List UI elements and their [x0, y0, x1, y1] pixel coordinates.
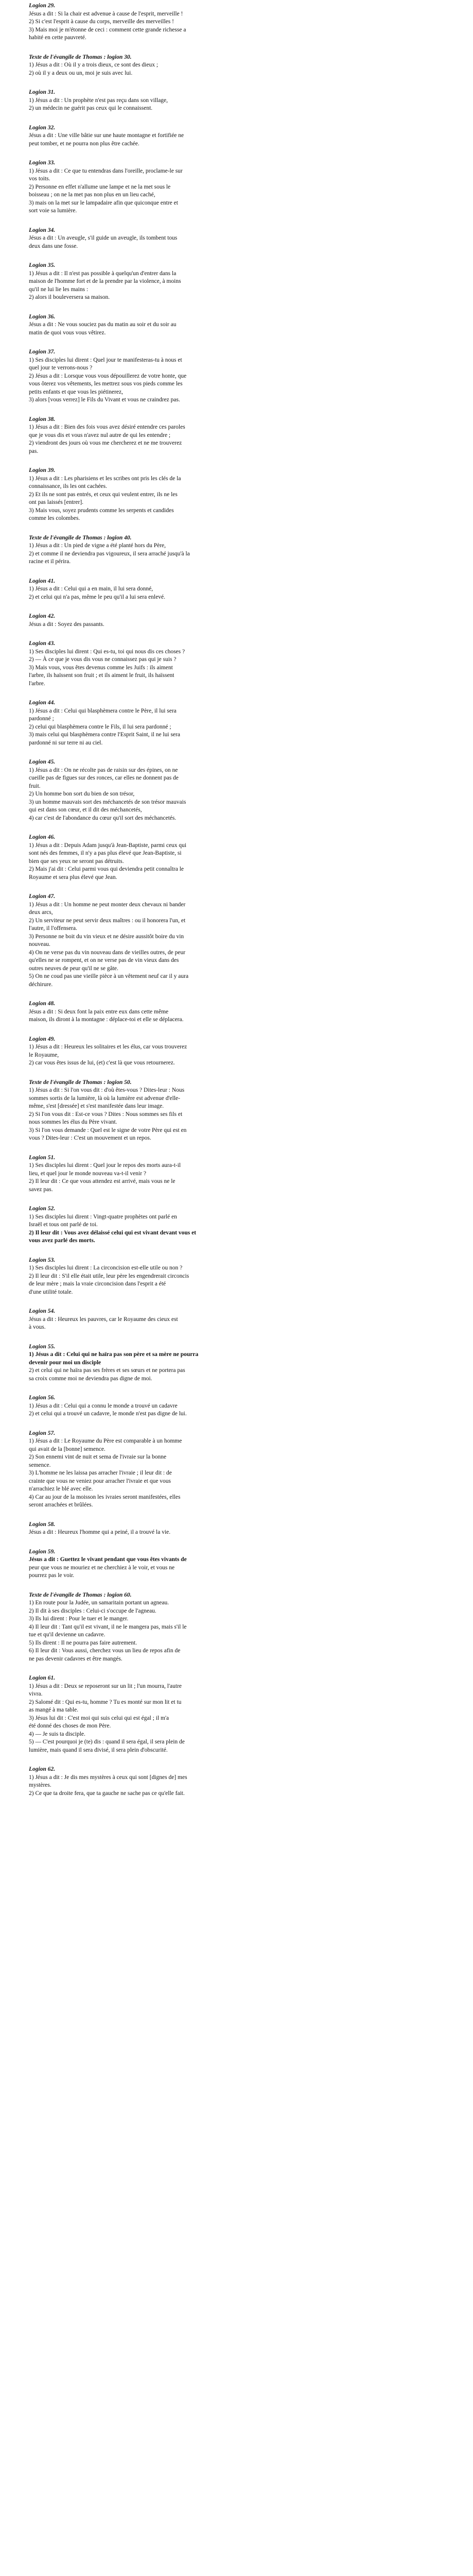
- logion-line: quel jour te verrons-nous ?: [29, 365, 93, 371]
- logion-line: ne pas devenir cadavres et être mangés.: [29, 1655, 122, 1662]
- logion-block: [29, 467, 448, 523]
- logion-title: Logion 29.: [29, 3, 56, 9]
- logion-block: [29, 124, 448, 148]
- logion-line: vous ? Dites-leur : C'est un mouvement et un repos.: [29, 1135, 151, 1141]
- logion-line: deux arcs,: [29, 909, 53, 916]
- logion-title: Logion 61.: [29, 1675, 56, 1681]
- logion-title: Logion 36.: [29, 313, 56, 320]
- logion-block: [29, 1205, 448, 1245]
- logion-line: 1) Jésus a dit : Depuis Adam jusqu'à Jean-Baptiste, parmi ceux qui: [29, 842, 187, 849]
- logion-line: n'arrachiez le blé avec elle.: [29, 1486, 93, 1492]
- logion-line: 1) Jésus a dit : Ce que tu entendras dans l'oreille, proclame-le sur: [29, 167, 183, 174]
- logion-line: mystères.: [29, 1782, 51, 1788]
- logion-line: bien que ses yeux ne seront pas détruits.: [29, 858, 124, 865]
- logion-line: 1) Jésus a dit : Celui qui ne haïra pas son père et sa mère ne pourra: [29, 1351, 199, 1358]
- logion-title: Logion 59.: [29, 1548, 56, 1555]
- logion-line: 1) Ses disciples lui dirent : Qui es-tu, toi qui nous dis ces choses ?: [29, 648, 185, 655]
- logion-line: Jésus a dit : Si la chair est advenue à cause de l'esprit, merveille !: [29, 10, 183, 17]
- logion-line: 3) L'homme ne les laissa pas arracher l'ivraie ; il leur dit : de: [29, 1470, 172, 1476]
- logion-block: [29, 1308, 448, 1332]
- logion-line: 4) On ne verse pas du vin nouveau dans de vieilles outres, de peur: [29, 949, 186, 956]
- logion-line: pourrez pas le voir.: [29, 1572, 75, 1579]
- logion-block: [29, 1154, 448, 1194]
- logion-line: 2) alors il bouleversera sa maison.: [29, 294, 110, 300]
- logion-block: [29, 834, 448, 882]
- logion-line: 2) où il y a deux ou un, moi je suis avec lui.: [29, 70, 133, 76]
- logion-line: l'arbre, ils haïssent son fruit ; et ils aiment le fruit, ils haïssent: [29, 672, 174, 679]
- logion-line: 2) car vous êtes issus de lui, (et) c'est là que vous retournerez.: [29, 1060, 175, 1066]
- logion-line: 2) celui qui blasphèmera contre le Fils, il lui sera pardonné ;: [29, 723, 171, 730]
- logion-line: sommes sortis de la lumière, là où la lumière est advenue d'elle-: [29, 1095, 180, 1101]
- logion-block: [29, 313, 448, 337]
- logion-line: tue et qu'il devienne un cadavre.: [29, 1632, 106, 1638]
- logion-line: maison, ils diront à la montagne : déplace-toi et elle se déplacera.: [29, 1016, 184, 1023]
- logion-line: 6) Il leur dit : Vous aussi, cherchez vous un lieu de repos afin de: [29, 1648, 181, 1654]
- logion-line: comme les colombes.: [29, 515, 80, 521]
- logion-line: savez pas.: [29, 1186, 53, 1193]
- logion-line: 1) Ses disciples lui dirent : Quel jour te manifesteras-tu à nous et: [29, 357, 182, 363]
- logion-line: 2) Ce que ta droite fera, que ta gauche ne sache pas ce qu'elle fait.: [29, 1790, 185, 1797]
- logion-title: Logion 39.: [29, 467, 56, 473]
- logion-line: 2) et celui qui n'a pas, même le peu qu'il a lui sera enlevé.: [29, 594, 166, 600]
- logion-line: 3) mais on la met sur le lampadaire afin que quiconque entre et: [29, 199, 178, 206]
- logion-block: [29, 1591, 448, 1664]
- logion-line: 2) Et ils ne sont pas entrés, et ceux qui veulent entrer, ils ne les: [29, 491, 178, 498]
- logion-line: été donné des choses de mon Père.: [29, 1723, 111, 1729]
- logion-title: Logion 42.: [29, 613, 56, 619]
- logion-line: fruit.: [29, 783, 41, 789]
- logion-line: Israël et tous ont parlé de toi.: [29, 1222, 98, 1228]
- logion-line: 3) Mais vous, vous êtes devenus comme les Juifs : ils aiment: [29, 664, 173, 671]
- logion-line: 4) Il leur dit : Tant qu'il est vivant, il ne le mangera pas, mais s'il le: [29, 1623, 187, 1630]
- logion-line: 3) un homme mauvais sort des méchancetés de son trésor mauvais: [29, 799, 186, 805]
- logion-title: Logion 31.: [29, 89, 56, 95]
- logion-line: 2) et comme il ne deviendra pas vigoureux, il sera arraché jusqu'à la: [29, 550, 190, 557]
- logion-title: Texte de l'évangile de Thomas : logion 40.: [29, 534, 132, 541]
- logion-line: 2) Jésus a dit : Lorsque vous vous dépouillerez de votre honte, que: [29, 372, 187, 379]
- logion-line: 1) Jésus a dit : Celui qui a en main, il lui sera donné,: [29, 586, 153, 592]
- logion-line: l'autre, il l'offensera.: [29, 925, 77, 931]
- logion-line: le Royaume,: [29, 1052, 59, 1058]
- logion-block: [29, 699, 448, 747]
- logion-block: [29, 227, 448, 251]
- logion-line: 4) Car au jour de la moisson les ivraies seront manifestées, elles: [29, 1494, 181, 1500]
- logion-line: qu'il ne lui lie les mains :: [29, 286, 89, 293]
- logion-line: deux dans une fosse.: [29, 243, 78, 249]
- logion-line: pardonné ;: [29, 716, 54, 722]
- logion-line: 5) On ne coud pas une vieille pièce à un vêtement neuf car il y aura: [29, 973, 189, 979]
- logion-line: sa croix comme moi ne deviendra pas digne de moi.: [29, 1375, 152, 1382]
- logion-line: 1) Jésus a dit : Où il y a trois dieux, ce sont des dieux ;: [29, 62, 159, 68]
- logion-line: Jésus a dit : Si deux font la paix entre eux dans cette même: [29, 1008, 169, 1015]
- logion-line: petits enfants et que vous les piétinerez,: [29, 388, 123, 395]
- logion-title: Logion 35.: [29, 262, 56, 268]
- logion-line: 1) Jésus a dit : Bien des fois vous avez désiré entendre ces paroles: [29, 424, 185, 430]
- logion-line: à vous.: [29, 1324, 46, 1330]
- logion-title: Logion 46.: [29, 834, 56, 840]
- logion-title: Logion 37.: [29, 349, 56, 355]
- logion-line: même, s'est [dressée] et s'est manifestée dans leur image.: [29, 1103, 164, 1109]
- logion-title: Logion 62.: [29, 1766, 56, 1772]
- logion-line: 3) alors [vous verrez] le Fils du Vivant et vous ne craindrez pas.: [29, 397, 180, 403]
- logion-line: l'arbre.: [29, 680, 45, 687]
- logion-title: Logion 47.: [29, 893, 56, 900]
- logion-line: ont pas laissés [entrer].: [29, 499, 84, 505]
- logion-title: Logion 45.: [29, 759, 56, 765]
- logion-title: Logion 48.: [29, 1001, 56, 1007]
- logion-block: [29, 262, 448, 302]
- logion-line: 1) Jésus a dit : Heureux les solitaires et les élus, car vous trouverez: [29, 1044, 187, 1050]
- logion-line: 1) Jésus a dit : Il n'est pas possible à quelqu'un d'entrer dans la: [29, 270, 177, 277]
- logion-title: Logion 38.: [29, 416, 56, 422]
- logion-line: Royaume et sera plus élevé que Jean.: [29, 874, 117, 880]
- logion-line: de leur mère ; mais la vraie circoncision dans l'esprit a été: [29, 1281, 166, 1287]
- logion-block: [29, 613, 448, 629]
- logion-line: sont nés des femmes, il n'y a pas plus élevé que Jean-Baptiste, si: [29, 850, 182, 856]
- logion-line: seront arrachées et brûlées.: [29, 1502, 93, 1508]
- logion-block: [29, 1000, 448, 1024]
- logion-line: 2) un médecin ne guérit pas ceux qui le connaissent.: [29, 105, 153, 111]
- logion-title: Texte de l'évangile de Thomas : logion 50.: [29, 1079, 132, 1086]
- logion-line: 2) Mais j'ai dit : Celui parmi vous qui deviendra petit connaîtra le: [29, 866, 184, 872]
- logion-line: pas.: [29, 448, 39, 454]
- logion-block: [29, 1430, 448, 1510]
- logion-block: [29, 640, 448, 688]
- logion-title: Logion 49.: [29, 1036, 56, 1042]
- logion-line: devenir pour moi un disciple: [29, 1359, 101, 1366]
- logion-line: 2) Il dit à ses disciples : Celui-ci s'occupe de l'agneau.: [29, 1607, 156, 1614]
- logion-line: 2) Un homme bon sort du bien de son trésor,: [29, 791, 135, 797]
- logion-title: Logion 34.: [29, 227, 56, 233]
- logion-title: Logion 58.: [29, 1521, 56, 1528]
- logion-line: 2) Il leur dit : Vous avez délaissé celui qui est vivant devant vous et: [29, 1229, 196, 1236]
- logion-line: 2) Son ennemi vint de nuit et sema de l'ivraie sur la bonne: [29, 1454, 167, 1460]
- logion-block: [29, 758, 448, 822]
- logion-line: 4) car c'est de l'abondance du cœur qu'il sort des méchancetés.: [29, 815, 177, 821]
- logion-title: Logion 51.: [29, 1154, 56, 1161]
- logion-block: [29, 578, 448, 602]
- logion-title: Logion 43.: [29, 640, 56, 647]
- logion-line: 2) Il leur dit : Ce que vous attendez est arrivé, mais vous ne le: [29, 1178, 176, 1184]
- logion-line: lumière, mais quand il sera divisé, il sera plein d'obscurité.: [29, 1747, 168, 1753]
- logion-line: 2) Personne en effet n'allume une lampe et ne la met sous le: [29, 183, 171, 190]
- logion-block: [29, 1257, 448, 1297]
- logion-line: 2) Salomé dit : Qui es-tu, homme ? Tu es monté sur mon lit et tu: [29, 1699, 182, 1705]
- logion-line: 3) Si l'on vous demande : Quel est le signe de votre Père qui est en: [29, 1127, 187, 1133]
- logion-line: 1) Jésus a dit : Deux se reposeront sur un lit ; l'un mourra, l'autre: [29, 1683, 182, 1689]
- logion-block: [29, 1036, 448, 1067]
- logion-block: [29, 534, 448, 566]
- logion-line: 3) mais celui qui blasphèmera contre l'Esprit Saint, il ne lui sera: [29, 732, 180, 738]
- logion-line: 1) Ses disciples lui dirent : La circoncision est-elle utile ou non ?: [29, 1265, 183, 1271]
- logion-block: [29, 89, 448, 113]
- logion-block: [29, 348, 448, 404]
- logion-line: racine et il périra.: [29, 558, 71, 565]
- logion-block: [29, 54, 448, 78]
- logion-title: Logion 41.: [29, 578, 56, 584]
- logion-line: crainte que vous ne veniez pour arracher l'ivraie et que vous: [29, 1478, 171, 1484]
- logion-title: Logion 32.: [29, 124, 56, 131]
- logion-line: 2) Il leur dit : S'il elle était utile, leur père les engendrerait circoncis: [29, 1273, 189, 1279]
- logion-line: 2) Un serviteur ne peut servir deux maîtres : ou il honorera l'un, et: [29, 917, 186, 924]
- logion-line: 1) Jésus a dit : Un prophète n'est pas reçu dans son village,: [29, 97, 168, 104]
- logion-line: Jésus a dit : Une ville bâtie sur une haute montagne et fortifiée ne: [29, 132, 184, 139]
- logion-line: Jésus a dit : Soyez des passants.: [29, 621, 104, 628]
- logion-line: 5) — C'est pourquoi je (te) dis : quand il sera égal, il sera plein de: [29, 1739, 185, 1745]
- logion-line: Jésus a dit : Guettez le vivant pendant que vous êtes vivants de: [29, 1556, 187, 1563]
- logion-line: cueille pas de figues sur des ronces, car elles ne donnent pas de: [29, 775, 179, 781]
- logion-line: semence.: [29, 1462, 51, 1468]
- logion-line: 4) — Je suis ta disciple.: [29, 1731, 85, 1737]
- logion-block: [29, 416, 448, 456]
- logion-line: connaissance, ils les ont cachées.: [29, 483, 107, 489]
- logion-line: 3) Jésus lui dit : C'est moi qui suis celui qui est égal ; il m'a: [29, 1715, 169, 1721]
- logion-line: matin de quoi vous vous vêtirez.: [29, 329, 106, 336]
- logion-line: 2) et celui qui ne haïra pas ses frères et ses sœurs et ne portera pas: [29, 1367, 185, 1374]
- logion-block: [29, 1674, 448, 1754]
- logion-block: [29, 893, 448, 989]
- logion-line: Jésus a dit : Un aveugle, s'il guide un aveugle, ils tombent tous: [29, 235, 178, 241]
- logion-block: [29, 1548, 448, 1580]
- logion-line: 1) En route pour la Judée, un samaritain portant un agneau.: [29, 1600, 169, 1606]
- logion-title: Logion 52.: [29, 1206, 56, 1212]
- logion-title: Texte de l'évangile de Thomas : logion 30.: [29, 54, 132, 60]
- logion-line: 1) Jésus a dit : Un pied de vigne a été planté hors du Père,: [29, 543, 166, 549]
- logion-line: 1) Jésus a dit : Si l'on vous dit : d'où êtes-vous ? Dites-leur : Nous: [29, 1087, 185, 1093]
- logion-line: 1) Jésus a dit : Je dis mes mystères à ceux qui sont [dignes de] mes: [29, 1774, 187, 1781]
- logion-title: Logion 54.: [29, 1308, 56, 1314]
- logion-line: 3) Mais vous, soyez prudents comme les serpents et candides: [29, 507, 174, 514]
- logion-line: lieu, et quel jour le monde nouveau va-t-il venir ?: [29, 1170, 147, 1177]
- logion-title: Texte de l'évangile de Thomas : logion 60.: [29, 1591, 132, 1598]
- logion-line: que je vous dis et vous n'avez nul autre de qui les entendre ;: [29, 432, 171, 438]
- logion-line: sort voie sa lumière.: [29, 208, 77, 214]
- logion-line: as mangé à ma table.: [29, 1707, 79, 1713]
- logion-line: qui avait de la [bonne] semence.: [29, 1446, 106, 1452]
- logion-line: vous ôterez vos vêtements, les mettrez sous vos pieds comme les: [29, 381, 183, 387]
- logion-block: [29, 1766, 448, 1798]
- logion-title: Logion 33.: [29, 160, 56, 166]
- logion-line: 1) Jésus a dit : Celui qui blasphèmera contre le Père, il lui sera: [29, 707, 177, 714]
- logion-title: Logion 56.: [29, 1395, 56, 1401]
- logion-line: nous sommes les élus du Père vivant.: [29, 1119, 117, 1125]
- logion-line: 2) Si l'on vous dit : Est-ce vous ? Dites : Nous sommes ses fils et: [29, 1111, 183, 1117]
- logion-line: nouveau.: [29, 941, 50, 947]
- logion-line: 1) Jésus a dit : On ne récolte pas de raisin sur des épines, on ne: [29, 767, 178, 773]
- logion-block: [29, 2, 448, 42]
- logion-line: 3) Personne ne boit du vin vieux et ne désire aussitôt boire du vin: [29, 933, 184, 940]
- logion-line: 3) Mais moi je m'étonne de ceci : comment cette grande richesse a: [29, 26, 186, 33]
- logion-line: 3) Ils lui dirent : Pour le tuer et le manger.: [29, 1616, 129, 1622]
- logion-line: 1) Ses disciples lui dirent : Quel jour le repos des morts aura-t-il: [29, 1162, 181, 1168]
- logion-line: pardonné ni sur terre ni au ciel.: [29, 739, 103, 746]
- logion-block: [29, 1343, 448, 1383]
- logion-line: qu'elles ne se rompent, et on ne verse pas de vin vieux dans des: [29, 957, 179, 963]
- logion-line: 5) Ils dirent : Il ne pourra pas faire autrement.: [29, 1639, 137, 1646]
- logion-block: [29, 1521, 448, 1537]
- logion-line: 2) Si c'est l'esprit à cause du corps, merveille des merveilles !: [29, 19, 174, 25]
- logion-title: Logion 55.: [29, 1343, 56, 1350]
- logion-line: qui est dans son cœur, et il dit des méchancetés,: [29, 807, 142, 813]
- logion-block: [29, 1394, 448, 1418]
- logion-line: maison de l'homme fort et de la prendre par la violence, à moins: [29, 278, 181, 284]
- logion-line: 1) Jésus a dit : Les pharisiens et les scribes ont pris les clés de la: [29, 475, 181, 482]
- logion-line: Jésus a dit : Heureux l'homme qui a peiné, il a trouvé la vie.: [29, 1529, 171, 1535]
- logion-line: 2) et celui qui a trouvé un cadavre, le monde n'est pas digne de lui.: [29, 1411, 187, 1417]
- logion-line: 1) Jésus a dit : Le Royaume du Père est comparable à un homme: [29, 1438, 182, 1444]
- logion-line: déchirure.: [29, 981, 53, 988]
- logion-line: peut tomber, et ne pourra non plus être cachée.: [29, 140, 139, 147]
- logion-line: Jésus a dit : Ne vous souciez pas du matin au soir et du soir au: [29, 321, 177, 328]
- logion-line: peur que vous ne mouriez et ne cherchiez à le voir, et vous ne: [29, 1564, 175, 1571]
- logion-line: vous avez parlé des morts.: [29, 1238, 95, 1244]
- logion-line: boisseau ; on ne la met pas non plus en un lieu caché,: [29, 192, 155, 198]
- logion-block: [29, 1079, 448, 1143]
- logion-title: Logion 57.: [29, 1430, 56, 1436]
- logion-line: vivra.: [29, 1691, 43, 1697]
- logion-line: 1) Jésus a dit : Celui qui a connu le monde a trouvé un cadavre: [29, 1402, 178, 1409]
- logion-line: 1) Ses disciples lui dirent : Vingt-quatre prophètes ont parlé en: [29, 1213, 177, 1220]
- logion-block: [29, 159, 448, 215]
- logion-line: 2) viendront des jours où vous me chercherez et ne me trouverez: [29, 440, 182, 446]
- logion-line: Jésus a dit : Heureux les pauvres, car le Royaume des cieux est: [29, 1316, 178, 1323]
- logion-line: outres neuves de peur qu'il ne se gâte.: [29, 965, 118, 972]
- logion-line: habité en cette pauvreté.: [29, 35, 86, 41]
- logion-line: d'une utilité totale.: [29, 1289, 73, 1295]
- logion-title: Logion 44.: [29, 700, 56, 706]
- logion-line: 1) Jésus a dit : Un homme ne peut monter deux chevaux ni bander: [29, 901, 186, 908]
- logion-line: 2) — À ce que je vous dis vous ne connaissez pas qui je suis ?: [29, 656, 177, 663]
- logion-line: vos toits.: [29, 176, 50, 182]
- logion-title: Logion 53.: [29, 1257, 56, 1263]
